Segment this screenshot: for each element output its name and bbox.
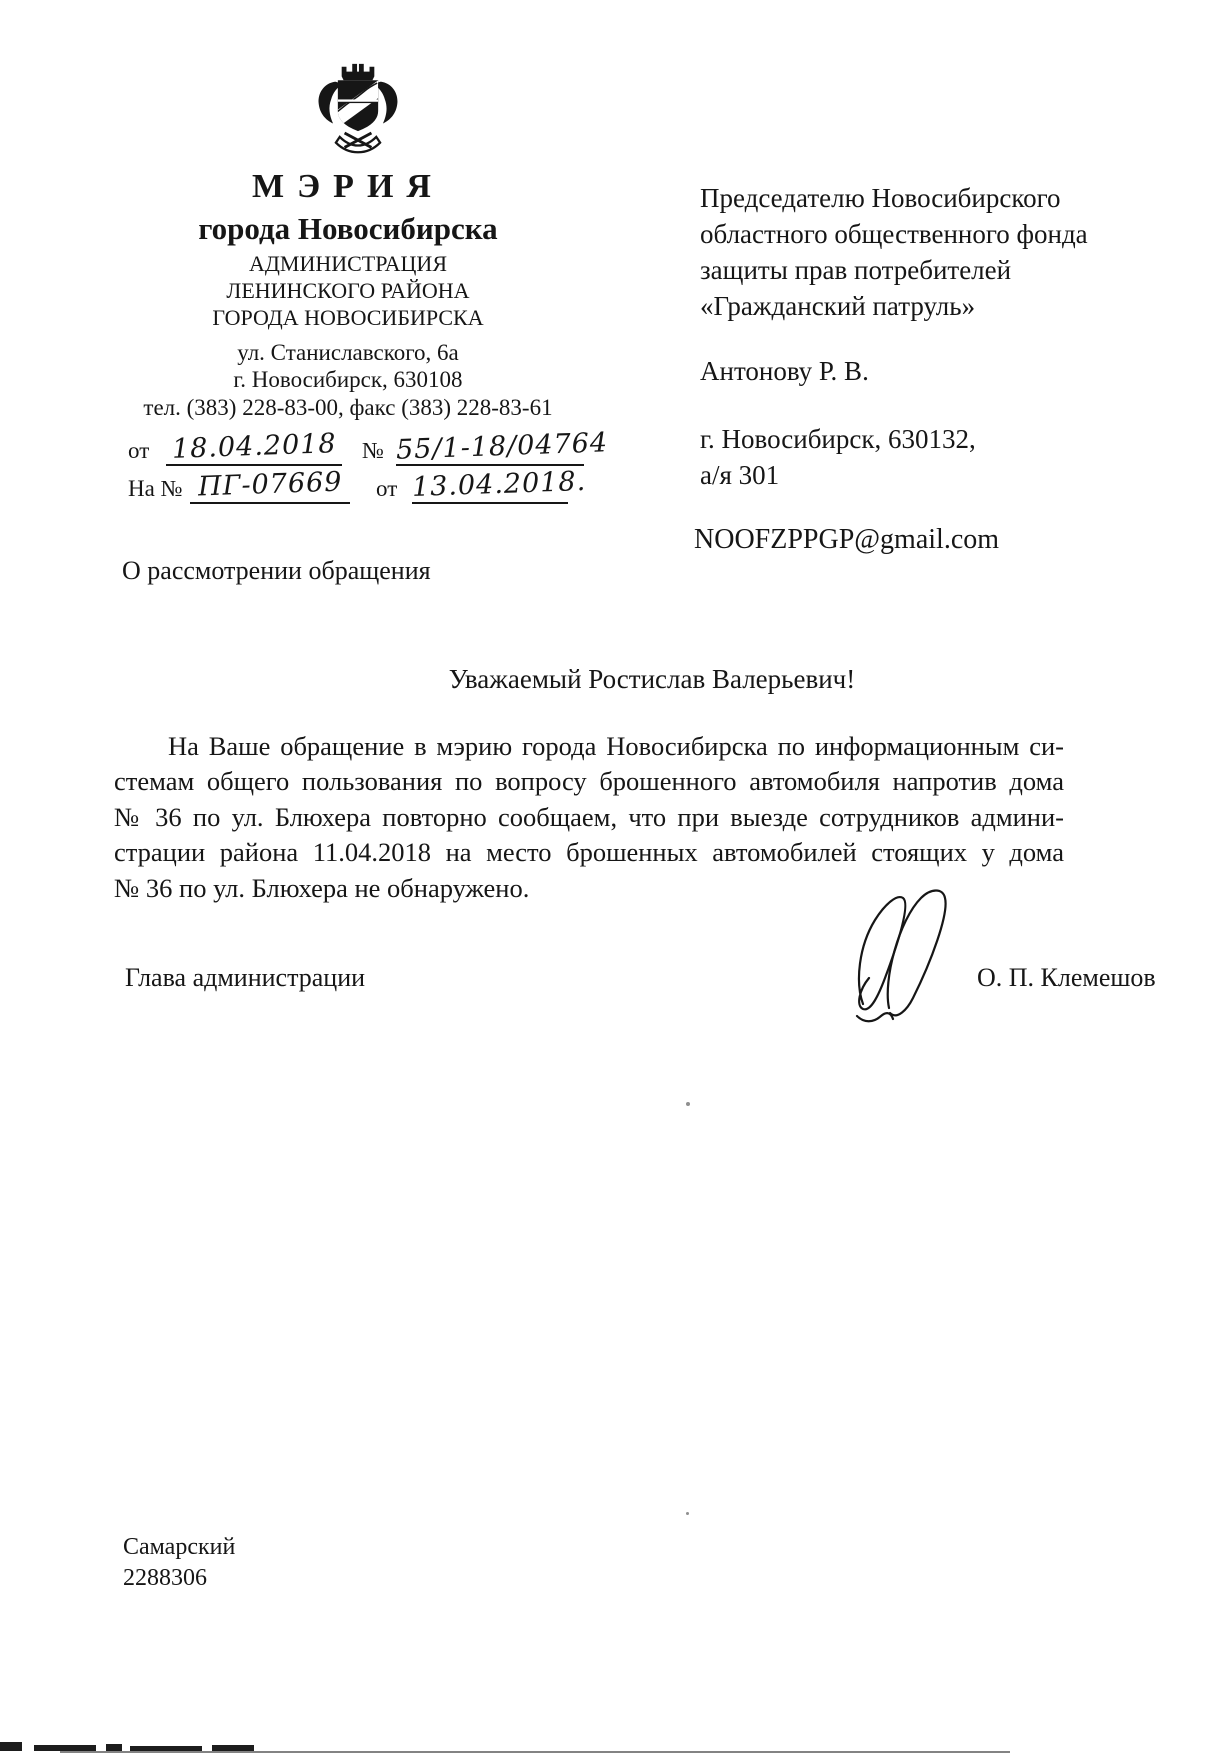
in-num-field (190, 466, 350, 504)
handwritten-signature-icon (843, 888, 993, 1030)
signer-name: О. П. Клемешов (977, 963, 1156, 992)
org-address (118, 339, 578, 393)
salutation: Уважаемый Ростислав Валерьевич! (448, 664, 856, 694)
in-num-label: На № (128, 476, 183, 501)
address-city: г. Новосибирск, 630108 (233, 367, 463, 392)
recipient-line: защиты прав потребителей (700, 255, 1012, 285)
recipient-line: «Гражданский патруль» (700, 291, 976, 321)
org-title: МЭРИЯ (252, 168, 444, 205)
in-date-field (411, 465, 587, 504)
body-line: № 36 по ул. Блюхера повторно сообщаем, что при выезде сотрудников админи- (114, 801, 1064, 832)
recipient-city: г. Новосибирск, 630132, (700, 424, 976, 454)
dept-line: ГОРОДА НОВОСИБИРСКА (212, 305, 484, 330)
handwritten-in-date: 13.04.2018. (411, 465, 587, 504)
recipient-po-box: а/я 301 (700, 460, 780, 490)
in-date-label: от (376, 476, 398, 501)
scan-speck (686, 1102, 690, 1106)
outgoing-ref-row (118, 427, 609, 468)
dept-line: АДМИНИСТРАЦИЯ (249, 251, 447, 276)
incoming-ref-row (118, 465, 588, 506)
handwritten-out-num: 55/1-18/04764 (395, 427, 609, 466)
out-num-label: № (362, 438, 384, 463)
recipient-block (700, 180, 1130, 324)
recipient-email: NOOFZPPGP@gmail.com (694, 524, 1000, 555)
executor-block (123, 1532, 235, 1594)
handwritten-out-date: 18.04.2018 (171, 428, 337, 465)
recipient-line: областного общественного фонда (700, 219, 1088, 249)
out-date-label: от (128, 438, 150, 463)
body-line: На Ваше обращение в мэрию города Новосибирска по информационным си- (168, 731, 1064, 761)
handwritten-in-num: ПГ-07669 (197, 466, 343, 503)
dept-line: ЛЕНИНСКОГО РАЙОНА (226, 278, 470, 303)
subject-line: О рассмотрении обращения (122, 556, 431, 585)
recipient-line: Председателю Новосибирского (700, 183, 1061, 213)
address-street: ул. Станиславского, 6а (237, 340, 459, 365)
body-paragraph (114, 729, 1064, 906)
body-line: № 36 по ул. Блюхера не обнаружено. (114, 872, 530, 903)
scan-artifact (0, 1742, 22, 1751)
org-subtitle: города Новосибирска (198, 211, 498, 246)
body-line: стемам общего пользования по вопросу брошенного автомобиля напротив дома (114, 766, 1064, 797)
novosibirsk-emblem-icon (310, 60, 406, 160)
executor-name: Самарский (123, 1534, 236, 1560)
scan-speck (686, 1512, 689, 1515)
org-phone-fax: тел. (383) 228-83-00, факс (383) 228-83-61 (143, 395, 553, 420)
org-department (118, 250, 578, 331)
out-num-field (395, 427, 609, 466)
executor-phone: 2288306 (123, 1565, 207, 1591)
recipient-name: Антонову Р. В. (700, 356, 869, 386)
scan-artifact (60, 1751, 1010, 1753)
signer-position: Глава администрации (125, 963, 366, 992)
out-date-field (166, 428, 342, 466)
body-line: страции района 11.04.2018 на место брошенных автомобилей стоящих у дома (114, 837, 1064, 868)
scan-artifact (106, 1744, 122, 1751)
